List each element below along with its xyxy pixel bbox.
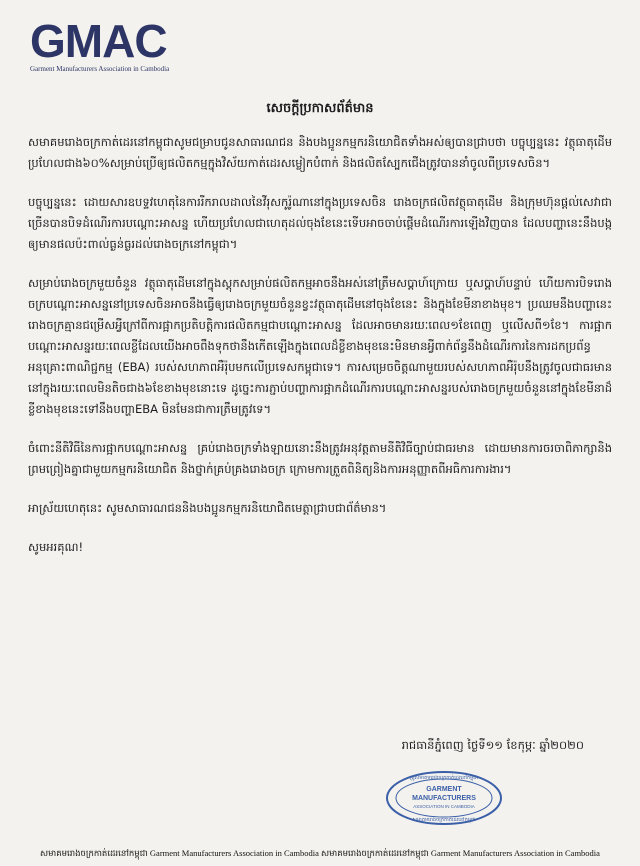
association-seal-stamp	[384, 770, 504, 826]
date-line: រាជធានីភ្នំពេញ ថ្ងៃទី១១ ខែកុម្ភៈ ឆ្នាំ២០២០	[401, 738, 584, 752]
logo-subtitle: Garment Manufacturers Association in Cambodia	[30, 65, 170, 73]
footer-band: សមាគមរោងចក្រកាត់ដេរនៅកម្ពុជា Garment Manufacturers Association in Cambodia សមាគមរោងចក្រកាត់ដេរនៅកម្ពុជា Garment Manufacturers Association in Cambodia	[40, 848, 600, 858]
logo-wordmark: GMAC	[30, 15, 167, 67]
paragraph-3: សម្រាប់រោងចក្រមួយចំនួន វត្ថុធាតុដើមនៅក្នុងស្តុកសម្រាប់ផលិតកម្មអាចនឹងអស់នៅត្រឹមសប្តាហ៍ក្រោយ ឬសប្តាហ៍បន្ទាប់ ហើយការបិទរោងចក្របណ្តោះអាសន្ននៅប្រទេសចិនអាចនឹងធ្វើឲ្យរោងចក្រមួយចំនួនខ្វះវត្ថុធាតុដើមនៅចុងខែនេះ និងក្នុងខែមីនាខាងមុខ។ ប្រឈមនឹងបញ្ហានេះ រោងចក្រគ្មានជម្រើសអ្វីក្រៅពីការផ្អាកប្រតិបត្តិការផលិតកម្មជាបណ្តោះអាសន្ន ដែលអាចមានរយៈពេល១ខែពេញ ឬលើសពី១ខែ។ ការផ្អាកបណ្តោះអាសន្នរយៈពេលខ្លីដែលយើងអាចពឹងទុកថានឹងកើតឡើងក្នុងពេលដ៏ខ្លីខាងមុខនេះមិនមានអ្វីពាក់ព័ន្ធនឹងដំណើរការនៃការដកប្រព័ន្ធអនុគ្រោះពាណិជ្ជកម្ម (EBA) របស់សហភាពអឺរ៉ុបមកលើប្រទេសកម្ពុជាទេ។ ការសម្រេចចិត្តណាមួយរបស់សហភាពអឺរ៉ុបនឹងត្រូវចូលជាធរមាននៅក្នុងរយៈពេលមិនតិចជាង៦ខែខាងមុខនោះទេ ដូច្នេះការភ្ជាប់បញ្ហាការផ្អាកដំណើរការបណ្តោះអាសន្នរបស់រោងចក្រមួយចំនួននៅក្នុងខែមីនាដ៏ខ្លីខាងមុខនេះទៅនឹងបញ្ហាEBA មិនមែនជាការត្រឹមត្រូវទេ។	[28, 276, 612, 416]
gmac-logo	[30, 15, 190, 73]
seal-bottom-text: សមាគមរោងចក្រកាត់ដេរនៅកម្ពុជា	[412, 817, 476, 823]
paragraph-5: អាស្រ័យហេតុនេះ សូមសាធារណជននិងបងប្អូនកម្មករនិយោជិតមេត្តាជ្រាបជាព័ត៌មាន។	[28, 501, 387, 515]
seal-top-text: គ្រូសមាគមរោងចក្រកាត់ដេរនៅកម្ពុជា	[409, 775, 479, 781]
paragraph-1: សមាគមរោងចក្រកាត់ដេរនៅកម្ពុជាសូមជម្រាបជូនសាធារណជន និងបងប្អូនកម្មករនិយោជិតទាំងអស់ឲ្យបានជ្រាបថា បច្ចុប្បន្ននេះ វត្ថុធាតុដើមប្រហែលជាង៦០%សម្រាប់ប្រើឲ្យផលិតកម្មក្នុងវិស័យកាត់ដេរសម្លៀកបំពាក់ និងផលិតស្បែកជើងត្រូវបាននាំចូលពីប្រទេសចិន។	[28, 135, 612, 170]
seal-line-3: ASSOCIATION IN CAMBODIA	[413, 804, 475, 809]
paragraph-6: សូមអរគុណ!	[28, 540, 84, 554]
document-body	[28, 132, 612, 576]
seal-line-1: GARMENT	[426, 786, 462, 793]
paragraph-2: បច្ចុប្បន្ននេះ ដោយសារឧបទ្ទវហេតុនៃការរីករាលដាលនៃវីរុសកូរ៉ូណានៅក្នុងប្រទេសចិន រោងចក្រផលិតវត្ថុធាតុដើម និងក្រុមហ៊ុនផ្តល់សេវាជាច្រើនបានបិទដំណើរការបណ្តោះអាសន្ន ហើយប្រហែលជាហេតុដល់ចុងខែនេះទើបអាចចាប់ផ្តើមដំណើរការឡើងវិញបាន ដែលបញ្ហានេះនឹងបង្កឲ្យមានផលប៉ះពាល់ធ្ងន់ធ្ងរដល់រោងចក្រនៅកម្ពុជា។	[28, 195, 612, 251]
seal-line-2: MANUFACTURERS	[412, 795, 476, 802]
paragraph-4: ចំពោះនីតិវិធីនៃការផ្អាកបណ្តោះអាសន្ន គ្រប់រោងចក្រទាំងឡាយនោះនឹងត្រូវអនុវត្តតាមនីតិវិធីច្បាប់ជាធរមាន ដោយមានការចរចាពិភាក្សានិងព្រមព្រៀងគ្នាជាមួយកម្មករនិយោជិត និងថ្នាក់គ្រប់គ្រងរោងចក្រ ក្រោមការត្រួតពិនិត្យនិងការអនុញ្ញាតពីអធិការការងារ។	[28, 441, 612, 476]
document-title: សេចក្តីប្រកាសព័ត៌មាន	[266, 101, 374, 116]
